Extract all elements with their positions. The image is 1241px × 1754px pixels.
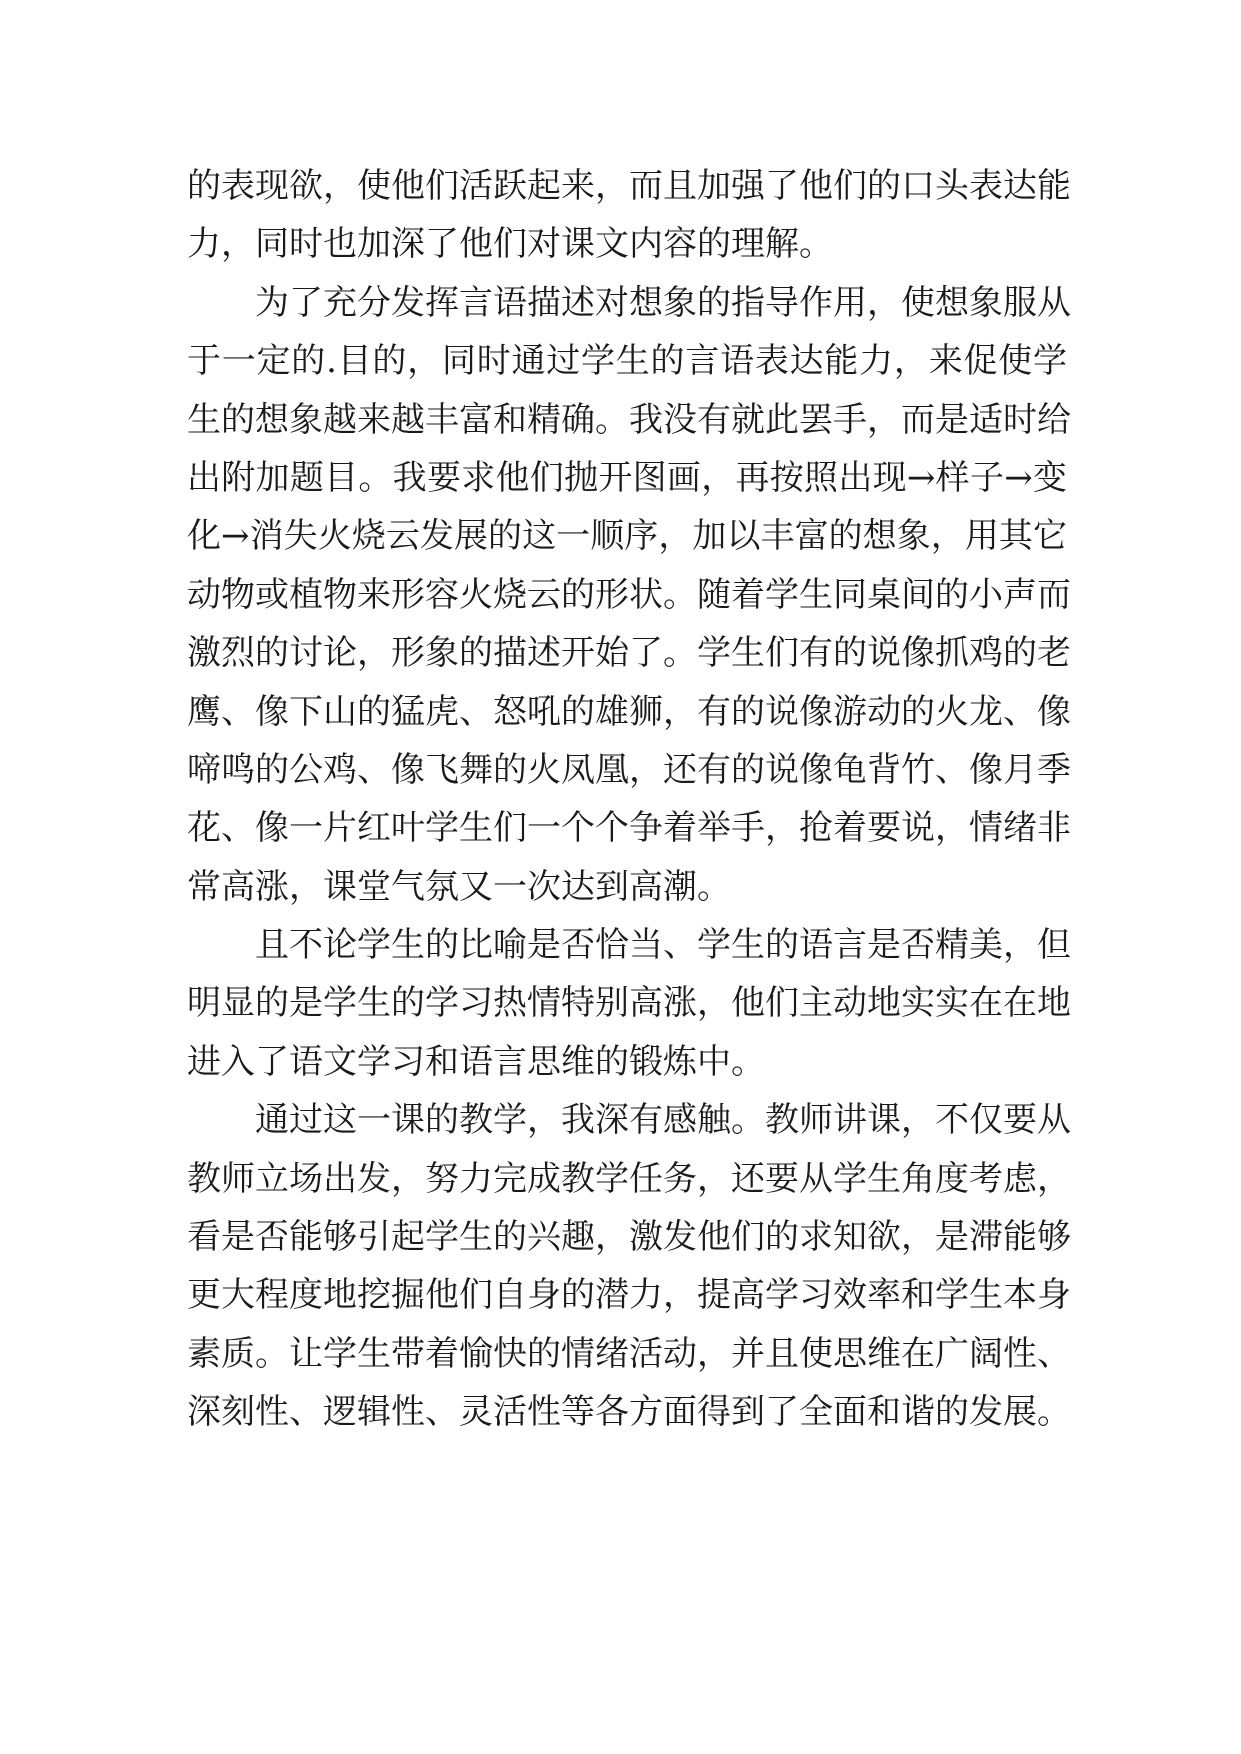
text-line: 鹰、像下山的猛虎、怒吼的雄狮，有的说像游动的火龙、像 [187, 691, 1071, 732]
text-line: 出附加题目。我要求他们抛开图画，再按照出现→样子→变 [187, 457, 1067, 498]
text-line: 素质。让学生带着愉快的情绪活动，并且使思维在广阔性、 [187, 1333, 1071, 1374]
text-line: 通过这一课的教学，我深有感触。教师讲课，不仅要从 [255, 1100, 1071, 1141]
text-line: 明显的是学生的学习热情特别高涨，他们主动地实实在在地 [187, 983, 1071, 1024]
text-line: 教师立场出发，努力完成教学任务，还要从学生角度考虑， [187, 1158, 1071, 1199]
text-line: 激烈的讨论，形象的描述开始了。学生们有的说像抓鸡的老 [187, 633, 1071, 674]
paragraph [187, 157, 1071, 274]
text-line: 常高涨，课堂气氛又一次达到高潮。 [187, 866, 731, 907]
text-line: 花、像一片红叶学生们一个个争着举手，抢着要说，情绪非 [187, 808, 1071, 849]
text-line: 力，同时也加深了他们对课文内容的理解。 [187, 224, 833, 265]
body-text [187, 157, 1071, 1442]
text-line: 深刻性、逻辑性、灵活性等各方面得到了全面和谐的发展。 [187, 1392, 1071, 1433]
text-line: 动物或植物来形容火烧云的形状。随着学生同桌间的小声而 [187, 574, 1071, 615]
text-line: 进入了语文学习和语言思维的锻炼中。 [187, 1041, 765, 1082]
text-line: 啼鸣的公鸡、像飞舞的火凤凰，还有的说像龟背竹、像月季 [187, 749, 1071, 790]
text-line: 的表现欲，使他们活跃起来，而且加强了他们的口头表达能 [187, 166, 1071, 206]
text-line: 于一定的.目的，同时通过学生的言语表达能力，来促使学 [187, 341, 1067, 382]
text-line: 看是否能够引起学生的兴趣，激发他们的求知欲，是滞能够 [187, 1217, 1071, 1258]
paragraph [187, 1091, 1071, 1441]
text-line: 且不论学生的比喻是否恰当、学生的语言是否精美，但 [255, 925, 1071, 966]
text-line: 更大程度地挖掘他们自身的潜力，提高学习效率和学生本身 [187, 1275, 1071, 1316]
paragraph [187, 916, 1071, 1091]
text-line: 为了充分发挥言语描述对想象的指导作用，使想象服从 [255, 282, 1071, 323]
text-line: 化→消失火烧云发展的这一顺序，加以丰富的想象，用其它 [187, 516, 1067, 557]
text-line: 生的想象越来越丰富和精确。我没有就此罢手，而是适时给 [187, 399, 1071, 440]
paragraph [187, 274, 1071, 916]
